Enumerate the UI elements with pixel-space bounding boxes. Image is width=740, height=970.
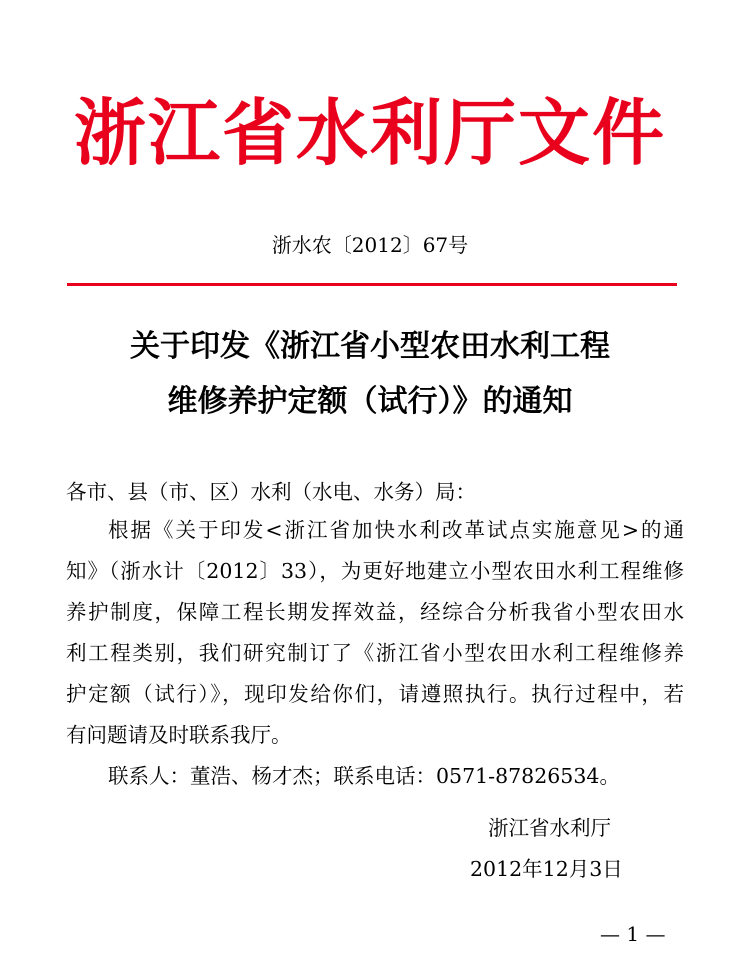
paragraph-line-2: 知》（浙水计〔2012〕33），为更好地建立小型农田水利工程维修 [66, 559, 684, 583]
document-header-title: 浙江省水利厅文件 [73, 90, 666, 175]
notice-title-line-2: 维修养护定额（试行）》的通知 [167, 384, 573, 419]
contact-info: 联系人：董浩、杨才杰；联系电话：0571-87826534。 [108, 764, 620, 788]
document-number: 浙水农〔2012〕67号 [271, 233, 469, 257]
notice-title-line-1: 关于印发《浙江省小型农田水利工程 [130, 329, 610, 364]
issuing-authority: 浙江省水利厅 [488, 816, 611, 840]
paragraph-line-5: 护定额（试行）》，现印发给你们，请遵照执行。执行过程中，若 [66, 682, 684, 706]
salutation: 各市、县（市、区）水利（水电、水务）局： [66, 480, 476, 504]
header-divider-red-rule [67, 283, 677, 286]
paragraph-line-4: 利工程类别，我们研究制订了《浙江省小型农田水利工程维修养 [66, 641, 684, 665]
page-number: — 1 — [600, 922, 666, 946]
paragraph-line-1: 根据《关于印发<浙江省加快水利改革试点实施意见>的通 [108, 518, 684, 542]
issue-date: 2012年12月3日 [470, 857, 623, 881]
paragraph-line-3: 养护制度，保障工程长期发挥效益，经综合分析我省小型农田水 [66, 600, 684, 624]
paragraph-line-6: 有问题请及时联系我厅。 [66, 723, 292, 747]
